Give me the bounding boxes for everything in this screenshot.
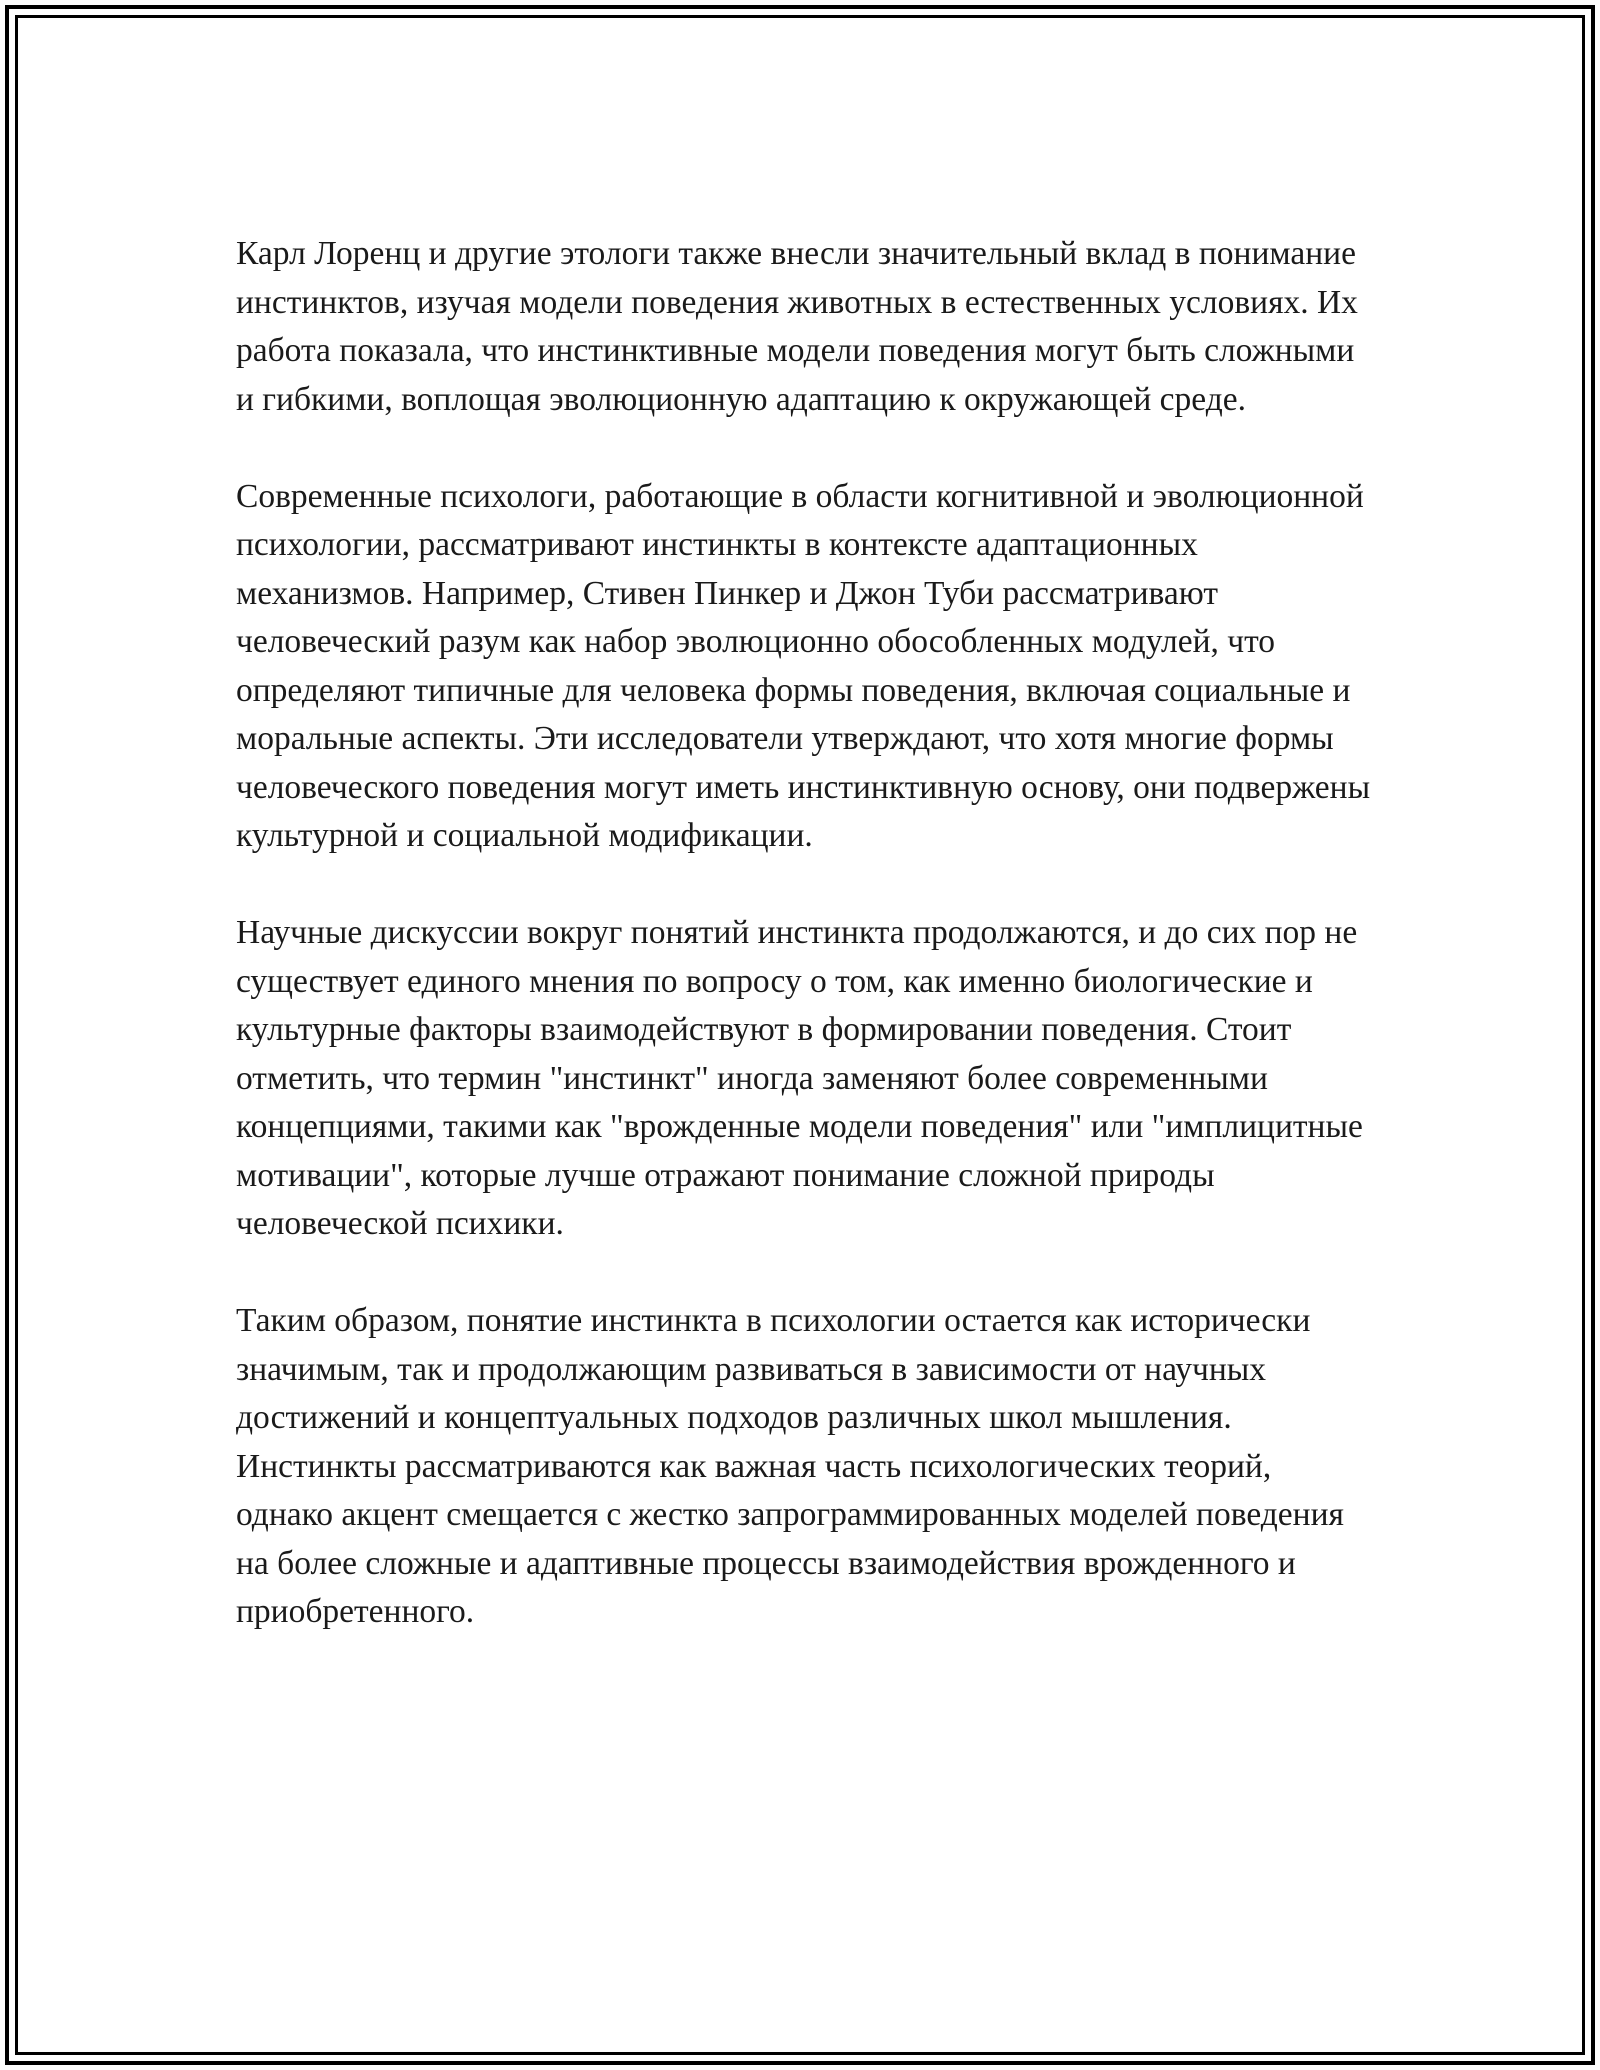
paragraph-lorenz: Карл Лоренц и другие этологи также внесли значительный вклад в понимание инстинктов, изучая модели поведения животных в естественных условиях. Их работа показала, что инстинктивные модели поведения могут быть сложными и гибкими, воплощая эволюционную адаптацию к окружающей среде.	[236, 235, 1358, 418]
paragraph-conclusion: Таким образом, понятие инстинкта в психологии остается как исторически значимым, так и продолжающим развиваться в зависимости от научных достижений и концептуальных подходов различных школ мышления. Инстинкты рассматриваются как важная часть психологических теорий, однако акцент смещается с жестко запрограммированных моделей поведения на более сложные и адаптивные процессы взаимодействия врожденного и приобретенного.	[236, 1302, 1344, 1630]
paragraph-modern-psychologists: Современные психологи, работающие в области когнитивной и эволюционной психологии, рассматривают инстинкты в контексте адаптационных механизмов. Например, Стивен Пинкер и Джон Туби рассматривают человеческий разум как набор эволюционно обособленных модулей, что определяют типичные для человека формы поведения, включая социальные и моральные аспекты. Эти исследователи утверждают, что хотя многие формы человеческого поведения могут иметь инстинктивную основу, они подвержены культурной и социальной модификации.	[236, 477, 1371, 854]
paragraph-scientific-discussions: Научные дискуссии вокруг понятий инстинкта продолжаются, и до сих пор не существует единого мнения по вопросу о том, как именно биологические и культурные факторы взаимодействуют в формировании поведения. Стоит отметить, что термин "инстинкт" иногда заменяют более современными концепциями, такими как "врожденные модели поведения" или "имплицитные мотивации", которые лучше отражают понимание сложной природы человеческой психики.	[236, 914, 1363, 1242]
document-body	[236, 230, 1376, 1637]
